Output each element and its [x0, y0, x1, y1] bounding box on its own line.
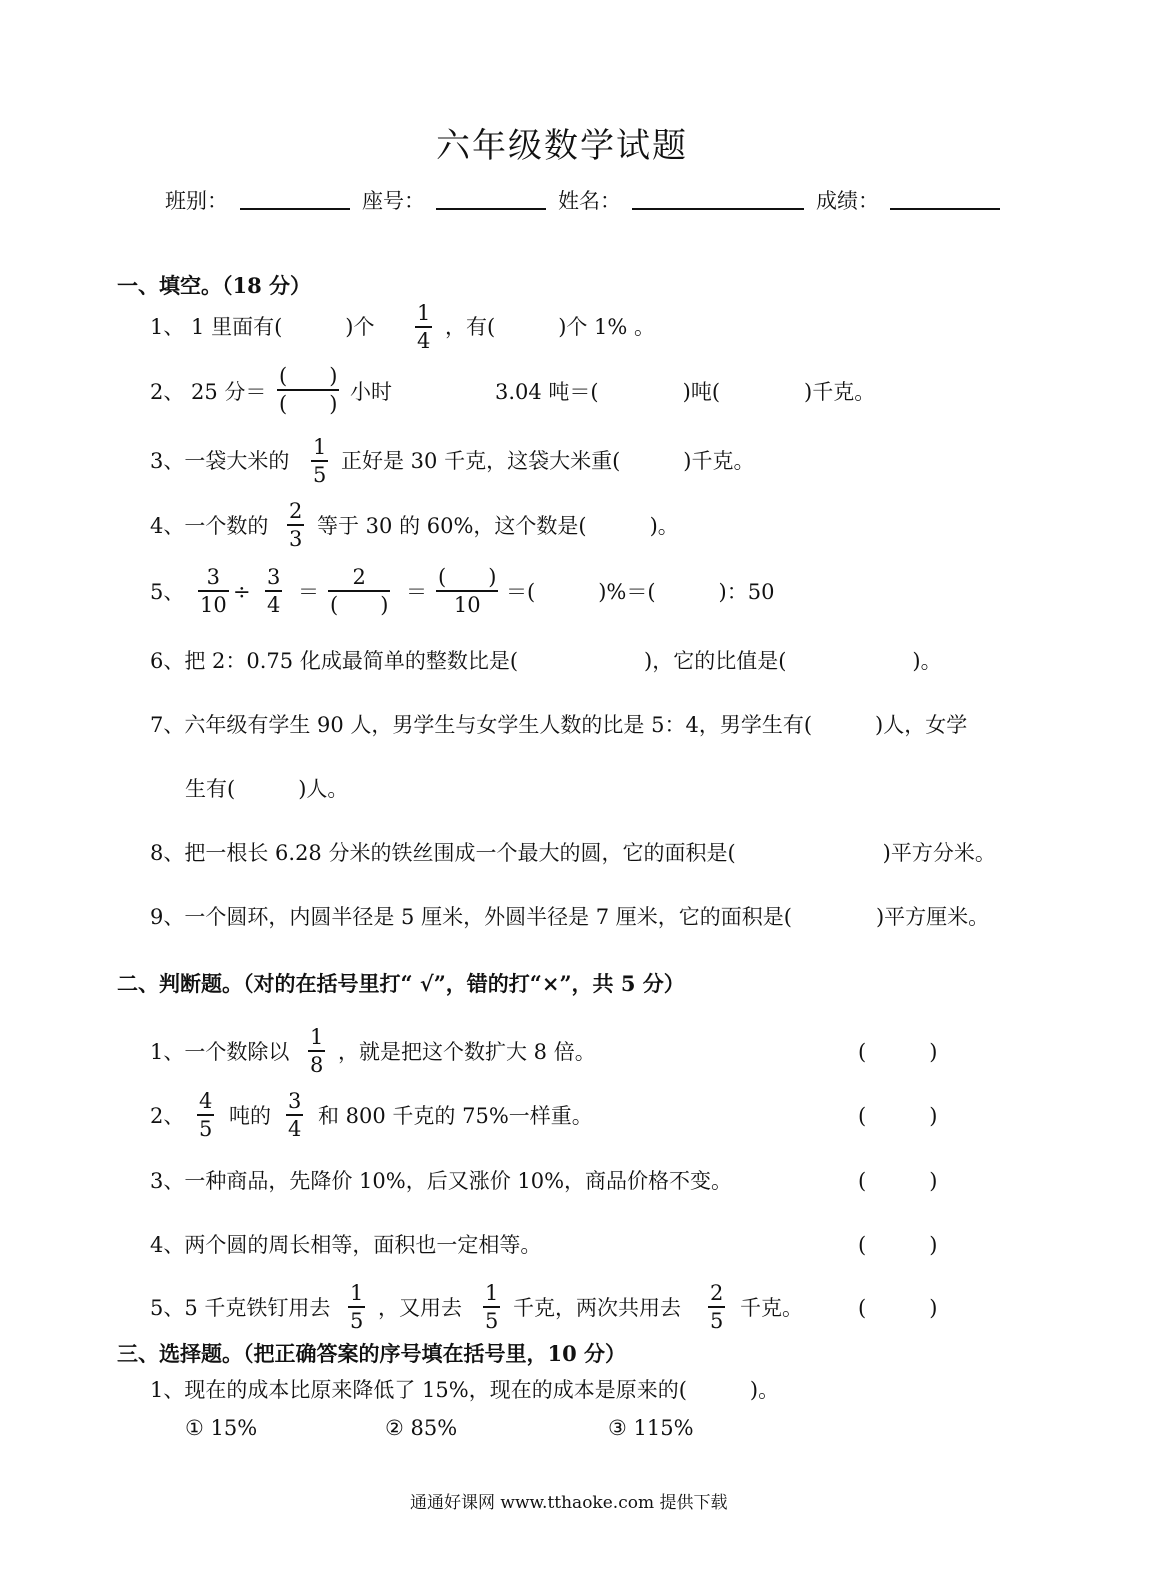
fraction-bar [197, 1114, 214, 1116]
s2-q4-answer-bracket[interactable]: ( ) [858, 1233, 938, 1257]
fraction-bar [708, 1306, 725, 1308]
fraction-bar [415, 326, 432, 328]
s2-q2-text-a: 吨的 [229, 1104, 271, 1128]
numerator: ( ) [279, 364, 338, 388]
denominator: ( ) [279, 392, 338, 416]
s1-q6: 6、把 2：0.75 化成最简单的整数比是( )，它的比值是( )。 [150, 649, 942, 673]
s2-q5-fraction-2 [483, 1282, 500, 1332]
s1-q3-fraction [311, 436, 328, 486]
s2-q5-fraction-1 [348, 1282, 365, 1332]
s1-q3-text-b: 正好是 30 千克，这袋大米重( )千克。 [341, 449, 755, 473]
numerator: 1 [313, 435, 327, 459]
s1-q9: 9、一个圆环，内圆半径是 5 厘米，外圆半径是 7 厘米，它的面积是( )平方厘米。 [150, 905, 990, 929]
denominator: 4 [288, 1117, 302, 1141]
denominator: 4 [417, 329, 431, 353]
numerator: 4 [199, 1089, 213, 1113]
s1-q5-fraction-3 [328, 566, 390, 616]
s3-q1-option-3: ③ 115% [608, 1416, 694, 1440]
s1-q2-text-a: 2、 25 分＝ [150, 380, 267, 404]
s1-q5-tail: ＝( )%＝( )：50 [506, 580, 775, 604]
s2-q1-text-a: 1、一个数除以 [150, 1040, 290, 1064]
fraction-bar [277, 389, 339, 391]
s2-q5-text-c: 千克，两次共用去 [513, 1296, 681, 1320]
denominator: 10 [453, 593, 481, 617]
fraction-bar [308, 1050, 325, 1052]
class-label: 班别： [165, 189, 228, 213]
s1-q4-text-b: 等于 30 的 60%，这个数是( )。 [317, 514, 679, 538]
numerator: 1 [417, 301, 431, 325]
s2-q1-fraction [308, 1026, 325, 1076]
seat-label: 座号： [362, 189, 425, 213]
s1-q2-text-c: 3.04 吨＝( )吨( )千克。 [495, 380, 876, 404]
class-field[interactable] [240, 208, 350, 210]
s2-q2-fraction-1 [197, 1090, 214, 1140]
fraction-bar [483, 1306, 500, 1308]
denominator: 5 [350, 1309, 364, 1333]
s1-q5-divide-sign: ÷ [233, 580, 251, 604]
numerator: 1 [310, 1025, 324, 1049]
section1-heading: 一、填空。（18 分） [117, 273, 312, 298]
s2-q2-answer-bracket[interactable]: ( ) [858, 1104, 938, 1128]
numerator: 3 [267, 565, 281, 589]
numerator: 3 [288, 1089, 302, 1113]
s2-q3-answer-bracket[interactable]: ( ) [858, 1169, 938, 1193]
denominator: 5 [710, 1309, 724, 1333]
s3-q1-option-1: ① 15% [185, 1416, 258, 1440]
name-field[interactable] [632, 208, 804, 210]
s1-q1-fraction [415, 302, 432, 352]
s2-q5-fraction-3 [708, 1282, 725, 1332]
fraction-bar [198, 590, 229, 592]
s3-q1: 1、现在的成本比原来降低了 15%，现在的成本是原来的( )。 [150, 1378, 780, 1402]
s2-q3: 3、一种商品，先降价 10%，后又涨价 10%，商品价格不变。 [150, 1169, 733, 1193]
s2-q4: 4、两个圆的周长相等，面积也一定相等。 [150, 1233, 542, 1257]
s2-q5-answer-bracket[interactable]: ( ) [858, 1296, 938, 1320]
denominator: 4 [267, 593, 281, 617]
s1-q7-line1: 7、六年级有学生 90 人，男学生与女学生人数的比是 5：4，男学生有( )人，女学 [150, 713, 968, 737]
s2-q1-text-b: ，就是把这个数扩大 8 倍。 [338, 1040, 596, 1064]
name-label: 姓名： [558, 189, 621, 213]
fraction-bar [287, 524, 304, 526]
denominator: 3 [289, 527, 303, 551]
numerator: 2 [289, 499, 303, 523]
s1-q4-text-a: 4、一个数的 [150, 514, 269, 538]
s2-q1-answer-bracket[interactable]: ( ) [858, 1040, 938, 1064]
section3-heading: 三、选择题。（把正确答案的序号填在括号里，10 分） [117, 1341, 627, 1366]
s1-q7-line2: 生有( )人。 [185, 777, 349, 801]
s1-q5-fraction-4 [436, 566, 498, 616]
s1-q5-fraction-2 [265, 566, 282, 616]
denominator: 5 [313, 463, 327, 487]
score-field[interactable] [890, 208, 1000, 210]
s1-q1-text-b: ，有( )个 1% 。 [445, 315, 656, 339]
fraction-bar [265, 590, 282, 592]
score-label: 成绩： [816, 189, 879, 213]
fraction-bar [436, 590, 498, 592]
page-title: 六年级数学试题 [436, 126, 688, 166]
s1-q5-equals-1: ＝ [298, 580, 319, 604]
s2-q2-fraction-2 [286, 1090, 303, 1140]
s1-q4-fraction [287, 500, 304, 550]
s1-q5-fraction-1 [198, 566, 229, 616]
numerator: 3 [206, 565, 221, 589]
section2-heading: 二、判断题。（对的在括号里打“ √”，错的打“×”，共 5 分） [117, 971, 685, 996]
s2-q5-text-a: 5、5 千克铁钉用去 [150, 1296, 331, 1320]
denominator: 5 [199, 1117, 213, 1141]
s2-q5-text-b: ，又用去 [378, 1296, 462, 1320]
fraction-bar [348, 1306, 365, 1308]
s1-q5-equals-2: ＝ [406, 580, 427, 604]
numerator: 1 [485, 1281, 499, 1305]
fraction-bar [286, 1114, 303, 1116]
s2-q2-number: 2、 [150, 1104, 185, 1128]
s1-q5-number: 5、 [150, 580, 185, 604]
denominator: 5 [485, 1309, 499, 1333]
footer-text: 通通好课网 www.tthaoke.com 提供下载 [410, 1493, 728, 1513]
denominator: ( ) [330, 593, 389, 617]
numerator: ( ) [438, 565, 497, 589]
s2-q2-text-b: 和 800 千克的 75%一样重。 [318, 1104, 593, 1128]
fraction-bar [328, 590, 390, 592]
seat-field[interactable] [436, 208, 546, 210]
numerator: 2 [710, 1281, 724, 1305]
s2-q5-text-d: 千克。 [740, 1296, 803, 1320]
numerator: 2 [352, 565, 366, 589]
s1-q1-text-a: 1、 1 里面有( )个 [150, 315, 375, 339]
s1-q2-fraction [277, 365, 339, 415]
s1-q3-text-a: 3、一袋大米的 [150, 449, 290, 473]
numerator: 1 [350, 1281, 364, 1305]
fraction-bar [311, 460, 328, 462]
s1-q2-text-b: 小时 [350, 380, 392, 404]
denominator: 10 [200, 593, 227, 617]
s3-q1-option-2: ② 85% [385, 1416, 458, 1440]
s1-q8: 8、把一根长 6.28 分米的铁丝围成一个最大的圆，它的面积是( )平方分米。 [150, 841, 996, 865]
denominator: 8 [310, 1053, 324, 1077]
